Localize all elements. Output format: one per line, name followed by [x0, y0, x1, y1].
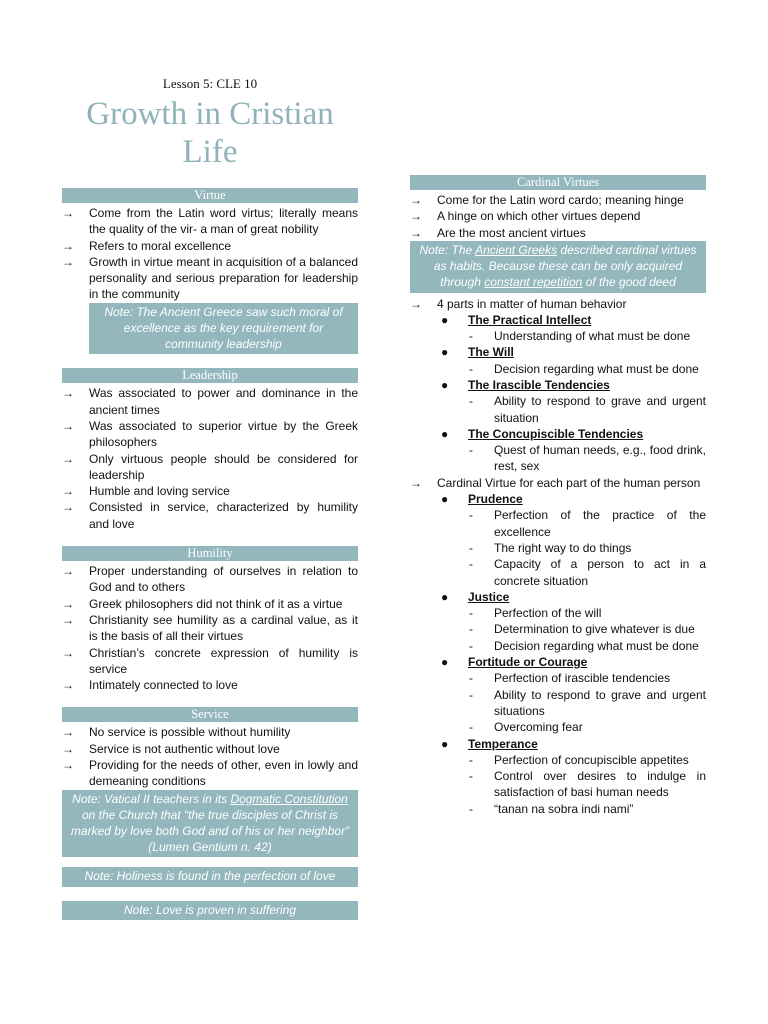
list-item: ● The Concupiscible Tendencies - Quest of human needs, e.g., food drink, rest, sex	[441, 426, 706, 474]
list-item: ● Prudence - Perfection of the practice of the excellence - The right way to do things - Capacity of a person to act in a concrete situation	[441, 492, 706, 588]
section-heading-virtue: Virtue	[62, 188, 358, 203]
virtue-note: Note: The Ancient Greece saw such moral of excellence as the key requirement for community leadership	[89, 303, 358, 355]
list-item: - Quest of human needs, e.g., food drink, rest, sex	[469, 443, 706, 474]
list-item: → Was associated to superior virtue by the Greek philosophers	[62, 418, 358, 450]
list-item: - Understanding of what must be done	[469, 329, 691, 344]
list-item: → Are the most ancient virtues	[410, 225, 586, 240]
dash-icon: -	[469, 508, 473, 523]
list-item: → Providing for the needs of other, even in lowly and demeaning conditions	[62, 758, 358, 789]
dash-icon: -	[469, 606, 473, 621]
dash-icon: -	[469, 540, 473, 555]
dash-icon: -	[469, 769, 473, 784]
arrow-icon: →	[410, 193, 422, 207]
list-item: → Was associated to power and dominance in the ancient times	[62, 386, 358, 417]
list-item: → Service is not authentic without love	[62, 741, 280, 756]
arrow-icon: →	[410, 225, 422, 240]
list-item: - Control over desires to indulge in satisfaction of basi human needs	[469, 769, 706, 800]
dash-icon: -	[469, 361, 473, 376]
bullet-icon: ●	[441, 345, 449, 360]
list-item: → Only virtuous people should be considered for leadership	[62, 451, 358, 482]
list-item: - Capacity of a person to act in a concrete situation	[469, 557, 706, 588]
arrow-icon: →	[62, 678, 74, 693]
arrow-icon: →	[62, 612, 74, 627]
list-item: ● Justice - Perfection of the will - Determination to give whatever is due - Decision regarding what must be done	[410, 589, 706, 654]
bullet-icon: ●	[441, 589, 449, 604]
list-item: → Proper understanding of ourselves in relation to God and to others	[62, 564, 358, 595]
section-heading-service: Service	[62, 707, 358, 722]
arrow-icon: →	[62, 741, 74, 756]
list-item: - Perfection of the practice of the excellence	[469, 508, 706, 539]
parts-sublist	[410, 312, 706, 475]
list-item: → Greek philosophers did not think of it as a virtue	[62, 596, 343, 611]
list-item: → Come from the Latin word virtus; literally means the quality of the vir- a man of great nobility	[62, 206, 358, 237]
section-heading-cardinal-virtues: Cardinal Virtues	[410, 175, 706, 190]
love-note: Note: Love is proven in suffering	[62, 901, 358, 920]
arrow-icon: →	[62, 596, 74, 611]
dash-icon: -	[469, 557, 473, 572]
bullet-icon: ●	[441, 312, 449, 327]
bullet-icon: ●	[441, 736, 449, 751]
list-item: ● The Will - Decision regarding what must be done	[410, 344, 706, 377]
dash-icon: -	[469, 443, 473, 458]
list-item: → Humble and loving service	[62, 484, 230, 499]
virtues-sublist	[410, 491, 706, 817]
dash-icon: -	[469, 687, 473, 702]
dash-icon: -	[469, 638, 473, 653]
bullet-icon: ●	[441, 377, 449, 392]
cardinal-note: Note: The Ancient Greeks described cardinal virtues as habits. Because these can be only acquired through constant repetition of the good deed	[410, 241, 706, 293]
arrow-icon: →	[62, 386, 74, 401]
list-item: - The right way to do things	[469, 540, 632, 555]
arrow-icon: →	[62, 451, 74, 466]
arrow-icon: →	[410, 209, 422, 224]
dash-icon: -	[469, 622, 473, 637]
section-heading-leadership: Leadership	[62, 368, 358, 383]
list-item: ● Temperance - Perfection of concupiscible appetites - Control over desires to indulge in satisfaction of basi human needs - “tanan na sobra indi nami”	[441, 736, 706, 816]
list-item: → Christianity see humility as a cardinal value, as it is the basis of all their virtues	[62, 612, 358, 644]
list-item: → Come for the Latin word cardo; meaning hinge	[410, 193, 684, 207]
list-item: - Ability to respond to grave and urgent situations	[469, 687, 706, 718]
arrow-icon: →	[62, 238, 74, 253]
cardinal-list	[410, 192, 706, 241]
arrow-icon: →	[62, 484, 74, 499]
dash-icon: -	[469, 394, 473, 409]
list-item: - Decision regarding what must be done	[469, 638, 699, 653]
humility-list	[62, 563, 358, 693]
list-item: - “tanan na sobra indi nami”	[469, 801, 634, 816]
service-list	[62, 724, 358, 789]
list-item: → Growth in virtue meant in acquisition of a balanced personality and serious preparation for leadership in the community	[62, 254, 358, 302]
list-item: - Perfection of the will	[469, 606, 602, 621]
list-item: → Christian’s concrete expression of humility is service	[62, 645, 358, 676]
list-item: ● Fortitude or Courage - Perfection of irascible tendencies - Ability to respond to grave and urgent situations - Overcoming fear	[441, 655, 706, 735]
left-column	[62, 76, 358, 920]
arrow-icon: →	[62, 564, 74, 579]
dash-icon: -	[469, 329, 473, 344]
dash-icon: -	[469, 671, 473, 686]
list-item: - Decision regarding what must be done	[469, 361, 699, 376]
parts-list	[410, 296, 706, 312]
bullet-icon: ●	[441, 492, 449, 507]
dash-icon: -	[469, 801, 473, 816]
right-column	[410, 175, 706, 817]
arrow-icon: →	[62, 418, 74, 433]
section-heading-humility: Humility	[62, 546, 358, 561]
list-item: ● The Irascible Tendencies - Ability to respond to grave and urgent situation	[441, 377, 706, 425]
service-note: Note: Vatical II teachers in its Dogmatic Constitution on the Church that “the true disciples of Christ is marked by love both God and of his or her neighbor” (Lumen Gentium n. 42)	[62, 790, 358, 858]
bullet-icon: ●	[441, 655, 449, 670]
list-item: ● The Practical Intellect - Understanding of what must be done	[410, 312, 706, 345]
leadership-list	[62, 385, 358, 532]
list-item: → Refers to moral excellence	[62, 238, 232, 253]
dogmatic-constitution-link: Dogmatic Constitution	[230, 791, 348, 806]
dash-icon: -	[469, 752, 473, 767]
dash-icon: -	[469, 720, 473, 735]
arrow-icon: →	[62, 500, 74, 515]
title-line-1: Growth in Cristian	[86, 96, 334, 132]
virtue-intro-list	[410, 475, 706, 491]
arrow-icon: →	[62, 758, 74, 773]
arrow-icon: →	[62, 206, 74, 220]
list-item: - Ability to respond to grave and urgent situation	[469, 394, 706, 425]
list-item: → Consisted in service, characterized by humility and love	[62, 500, 358, 531]
arrow-icon: →	[62, 254, 74, 269]
list-item: → Intimately connected to love	[62, 678, 238, 693]
virtue-list	[62, 205, 358, 303]
list-item: → No service is possible without humility	[62, 725, 291, 740]
ancient-greeks-link: Ancient Greeks	[475, 242, 558, 257]
arrow-icon: →	[410, 296, 422, 311]
list-item: → 4 parts in matter of human behavior	[410, 296, 627, 311]
list-item: - Perfection of irascible tendencies	[469, 671, 671, 686]
title-line-2: Life	[182, 134, 238, 170]
holiness-note: Note: Holiness is found in the perfection of love	[62, 867, 358, 886]
bullet-icon: ●	[441, 426, 449, 441]
list-item: - Perfection of concupiscible appetites	[469, 752, 689, 767]
arrow-icon: →	[410, 475, 422, 490]
list-item: - Determination to give whatever is due	[469, 622, 695, 637]
arrow-icon: →	[62, 645, 74, 660]
page-title	[62, 95, 358, 171]
list-item: → Cardinal Virtue for each part of the human person	[410, 475, 701, 490]
lesson-label: Lesson 5: CLE 10	[162, 76, 258, 91]
list-item: → A hinge on which other virtues depend	[410, 209, 641, 224]
constant-repetition-link: constant repetition	[484, 275, 583, 290]
arrow-icon: →	[62, 725, 74, 740]
list-item: - Overcoming fear	[469, 720, 583, 735]
